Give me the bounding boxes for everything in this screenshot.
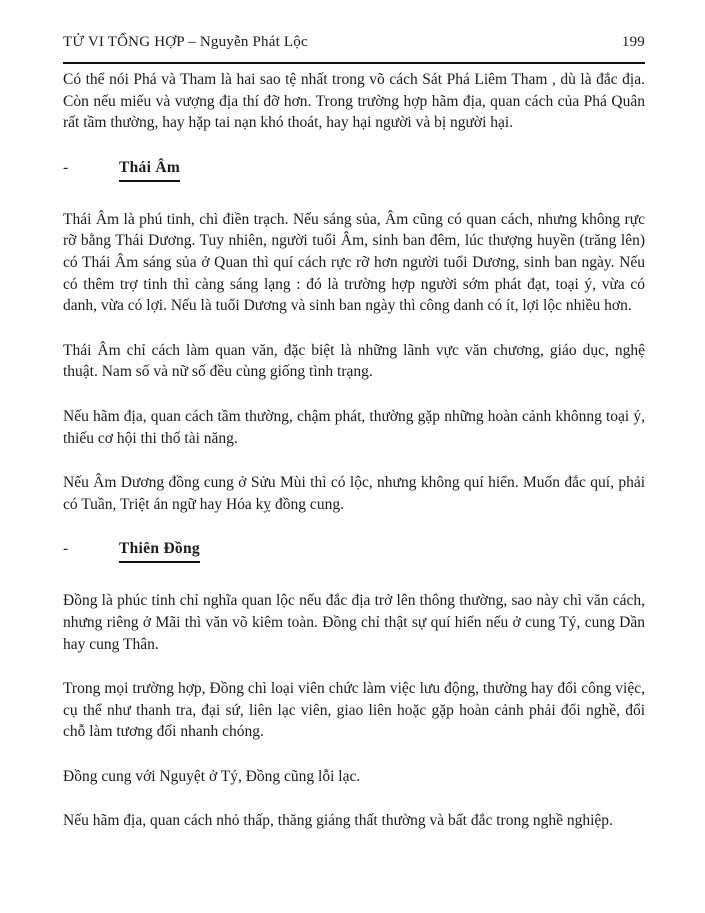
paragraph-thai-am-2: Thái Âm chỉ cách làm quan văn, đặc biệt là những lãnh vực văn chương, giáo dục, nghệ thuật. Nam số và nữ số đều cùng giống tình trạng. <box>63 341 645 381</box>
page-number: 199 <box>621 34 645 50</box>
paragraph-thai-am-3: Nếu hãm địa, quan cách tầm thường, chậm phát, thường gặp những hoàn cảnh khônng toại ý, thiếu cơ hội thi thố tài năng. <box>63 407 645 447</box>
heading-label-thien-dong: Thiên Đồng <box>119 538 200 563</box>
paragraph-thien-dong-3: Đồng cung với Nguyệt ở Tý, Đồng cũng lỗi lạc. <box>63 767 361 785</box>
section-heading-thai-am <box>63 157 645 182</box>
page-body <box>63 69 645 832</box>
paragraph-thien-dong-4: Nếu hãm địa, quan cách nhỏ thấp, thăng giáng thất thường và bất đắc trong nghề nghiệp. <box>63 812 613 830</box>
paragraph-thien-dong-2: Trong mọi trường hợp, Đồng chì loại viên chức làm việc lưu động, thường hay đổi công việc, cụ thể như thanh tra, đại sứ, liên lạc viên, giao liên hoặc gặp hoàn cảnh phải đổi nghề, đổi chỗ làm tương đối nhanh chóng. <box>63 680 645 741</box>
paragraph-thai-am-4: Nếu Âm Dương đồng cung ở Sửu Mùi thì có lộc, nhưng không quí hiển. Muốn đắc quí, phải có Tuần, Triệt án ngữ hay Hóa kỵ đồng cung. <box>63 474 645 513</box>
header-rule <box>63 62 645 64</box>
heading-label-thai-am: Thái Âm <box>119 157 180 182</box>
running-title: TỬ VI TỔNG HỢP – Nguyễn Phát Lộc <box>63 34 308 50</box>
heading-dash: - <box>63 540 69 558</box>
heading-dash: - <box>63 158 69 176</box>
page-header <box>63 34 645 51</box>
paragraph-thien-dong-1: Đồng là phúc tinh chỉ nghĩa quan lộc nếu đắc địa trở lên thông thường, sao này chì văn cách, nhưng riêng ở Mãi thì văn võ kiêm toàn. Đồng chỉ thật sự quí hiển nếu ở cung Tý, cung Dần hay cung Thân. <box>63 592 645 653</box>
paragraph-thai-am-1: Thái Âm là phú tinh, chì điền trạch. Nếu sáng sủa, Âm cũng có quan cách, nhưng không rực rỡ bằng Thái Dương. Tuy nhiên, người tuổi Âm, sinh ban đêm, lúc thượng huyền (trăng lên) có Thái Âm sáng sủa ở Quan thì quí cách rực rỡ hơn người tuổi Dương, sinh ban ngày. Nếu có thêm trợ tinh thì càng sáng lạng : đó là trường hợp người sớm phát đạt, toại ý, vừa có danh, vừa có lợi. Nếu là tuổi Dương và sinh ban ngày thì công danh có ít, lợi lộc nhiều hơn. <box>63 210 645 315</box>
section-heading-thien-dong <box>63 538 645 563</box>
paragraph-pha-tham: Có thể nói Phá và Tham là hai sao tệ nhất trong võ cách Sát Phá Liêm Tham , dù là đắc địa. Còn nếu miếu và vượng địa thí đỡ hơn. Trong trường hợp hãm địa, quan cách của Phá Quân rất tầm thường, hay hặp tai nạn khó thoát, hay hại người và bị người hại. <box>63 71 645 132</box>
